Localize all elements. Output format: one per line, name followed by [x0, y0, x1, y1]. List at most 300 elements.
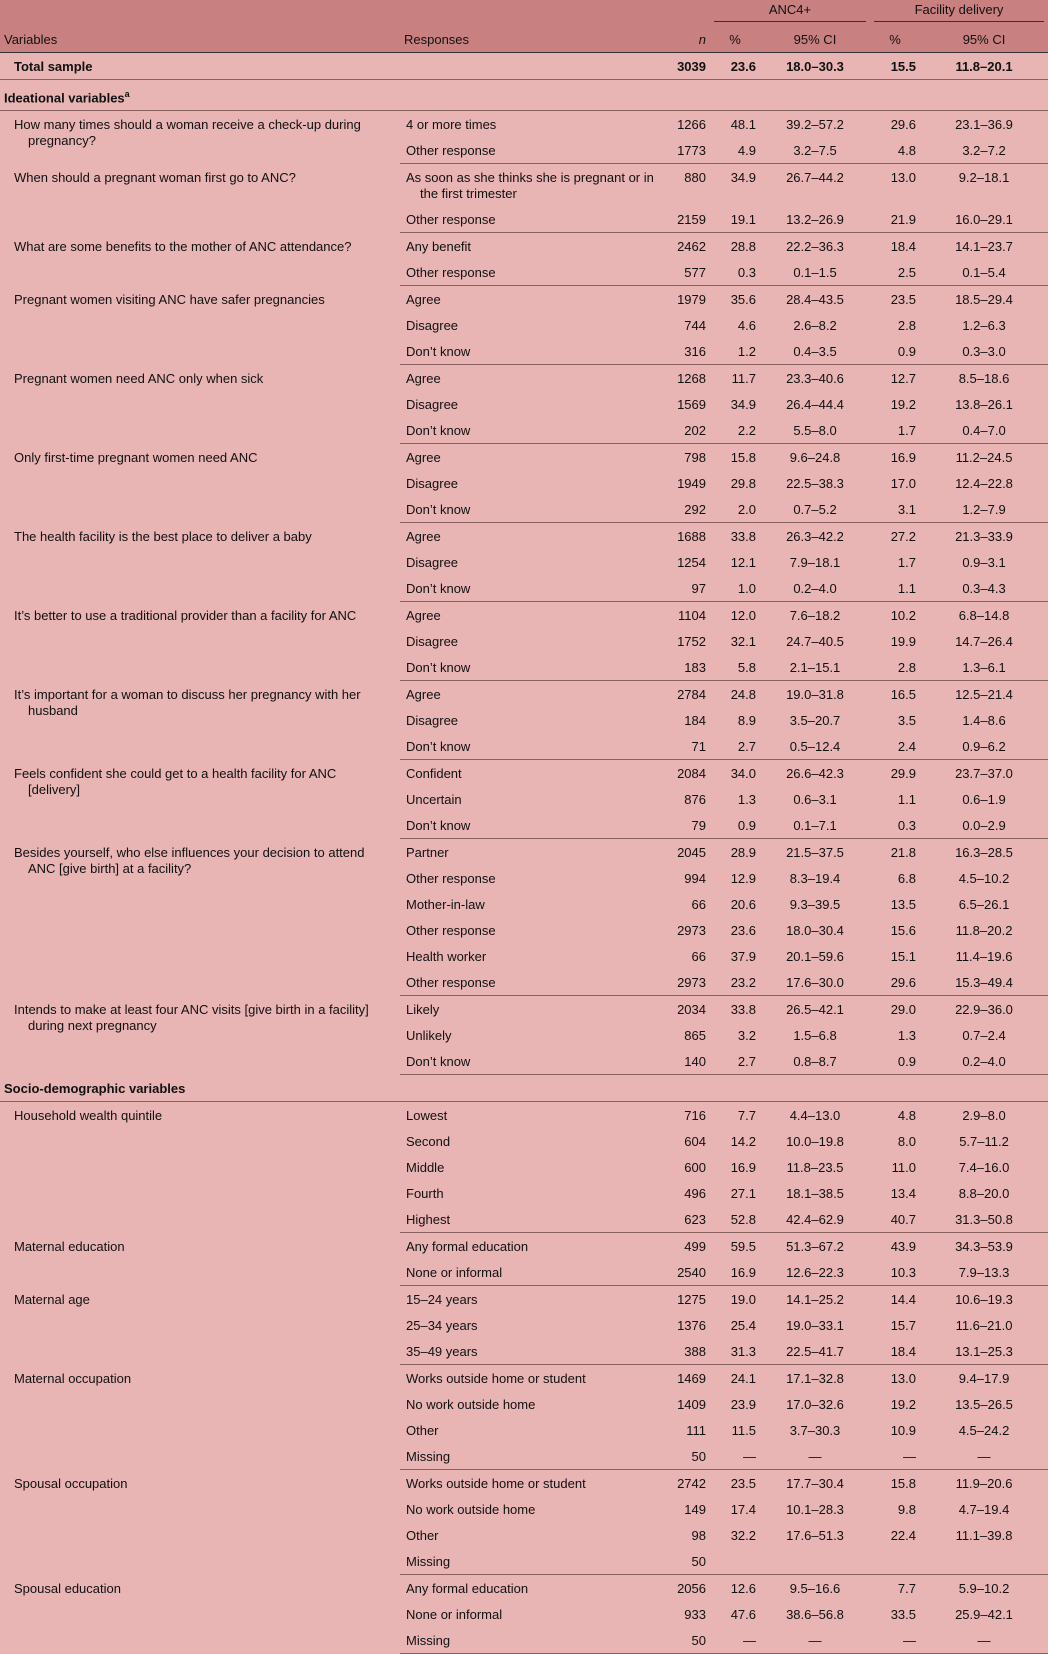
section-heading: [0, 1075, 1048, 1102]
anc-pct-cell: 34.9: [730, 170, 756, 186]
n-cell: 2034: [677, 1002, 706, 1018]
table-row: [0, 53, 1048, 80]
anc-pct-cell: 3.2: [737, 1028, 756, 1044]
anc-ci-cell: [760, 1548, 870, 1575]
response-cell: Highest: [400, 1206, 660, 1233]
n-cell: 66: [691, 897, 706, 913]
fac-ci-cell: 0.3–3.0: [920, 338, 1048, 365]
anc-pct-cell: 35.6: [730, 292, 756, 308]
anc-pct-cell: 28.8: [730, 239, 756, 255]
table-row: [0, 1575, 1048, 1602]
header-row-groups: [0, 0, 1048, 22]
header-responses: Responses: [400, 22, 660, 53]
response-cell: Health worker: [406, 949, 487, 965]
anc-pct-cell: 2.0: [710, 496, 760, 523]
fac-pct-cell: 15.7: [890, 1318, 916, 1334]
response-cell: Mother-in-law: [406, 897, 485, 913]
n-cell: 499: [684, 1239, 706, 1255]
n-cell: 933: [684, 1607, 706, 1623]
header-anc-pct: %: [710, 22, 760, 53]
fac-pct-cell: 13.0: [890, 170, 916, 186]
anc-pct-cell: 15.8: [730, 450, 756, 466]
anc-pct-cell: 23.9: [730, 1397, 756, 1413]
anc-ci-cell: 0.5–12.4: [760, 733, 870, 760]
n-cell: 71: [660, 733, 710, 760]
anc-ci-cell: 17.0–32.6: [786, 1397, 844, 1413]
response-cell: 25–34 years: [406, 1318, 478, 1334]
response-cell: Works outside home or student: [406, 1476, 586, 1492]
fac-pct-cell: 2.4: [870, 733, 920, 760]
table-row: [0, 1102, 1048, 1129]
response-cell: Other response: [400, 206, 660, 233]
response-cell: Confident: [406, 766, 462, 782]
anc-ci-cell: 21.5–37.5: [786, 845, 844, 861]
n-cell: 1268: [677, 371, 706, 387]
anc-ci-cell: 0.4–3.5: [760, 338, 870, 365]
fac-ci-cell: 11.4–19.6: [955, 949, 1013, 965]
fac-ci-cell: 23.1–36.9: [955, 117, 1013, 133]
fac-ci-cell: 13.8–26.1: [955, 397, 1013, 413]
anc-ci-cell: 51.3–67.2: [786, 1239, 844, 1255]
n-cell: 1569: [677, 397, 706, 413]
section-title: Socio-demographic variables: [4, 1081, 186, 1097]
fac-pct-cell: 13.0: [890, 1371, 916, 1387]
fac-ci-cell: 13.5–26.5: [955, 1397, 1013, 1413]
response-cell: Don’t know: [400, 812, 660, 839]
response-cell: Other response: [400, 259, 660, 286]
fac-ci-cell: 22.9–36.0: [955, 1002, 1013, 1018]
variable-cell: Maternal occupation: [14, 1370, 132, 1386]
fac-pct-cell: 2.5: [870, 259, 920, 286]
anc-pct-cell: 2.7: [710, 1048, 760, 1075]
anc-ci-cell: 3.7–30.3: [789, 1423, 841, 1439]
n-cell: 2742: [677, 1476, 706, 1492]
response-cell: Agree: [406, 529, 441, 545]
variable-cell: It’s important for a woman to discuss her pregnancy with her husband: [14, 686, 361, 718]
fac-ci-cell: 4.5–10.2: [958, 871, 1010, 887]
response-cell: Missing: [400, 1443, 660, 1470]
n-cell: 2973: [677, 923, 706, 939]
variable-cell: What are some benefits to the mother of ANC attendance?: [14, 238, 352, 254]
anc-pct-cell: 1.0: [710, 575, 760, 602]
n-cell: 2784: [677, 687, 706, 703]
anc-ci-cell: 17.6–30.0: [760, 969, 870, 996]
fac-ci-cell: 25.9–42.1: [955, 1607, 1013, 1623]
table-row: [0, 1233, 1048, 1260]
response-cell: Disagree: [406, 713, 459, 729]
response-cell: As soon as she thinks she is pregnant or in the first trimester: [406, 170, 654, 202]
fac-ci-cell: 2.9–8.0: [962, 1108, 1006, 1124]
table-row: [0, 1286, 1048, 1313]
fac-pct-cell: 18.4: [890, 239, 916, 255]
fac-pct-cell: 23.5: [890, 292, 916, 308]
header-fac-ci: 95% CI: [920, 22, 1048, 53]
fac-ci-cell: 4.5–24.2: [958, 1423, 1010, 1439]
n-cell: 865: [684, 1028, 706, 1044]
fac-pct-cell: 15.6: [890, 923, 916, 939]
fac-ci-cell: 7.9–13.3: [920, 1259, 1048, 1286]
anc-pct-cell: 48.1: [730, 117, 756, 133]
anc-ci-cell: 14.1–25.2: [786, 1292, 844, 1308]
response-cell: 15–24 years: [406, 1292, 478, 1308]
table-row: [0, 760, 1048, 787]
anc-pct-cell: 37.9: [730, 949, 756, 965]
fac-pct-cell: 40.7: [870, 1206, 920, 1233]
variable-cell: Maternal education: [14, 1238, 125, 1254]
anc-ci-cell: 9.5–16.6: [789, 1581, 841, 1597]
fac-ci-cell: —: [920, 1627, 1048, 1654]
variable-cell: Spousal occupation: [14, 1475, 128, 1491]
anc-pct-cell: 1.2: [710, 338, 760, 365]
variable-cell: Feels confident she could get to a health facility for ANC [delivery]: [14, 765, 337, 797]
fac-ci-cell: 12.5–21.4: [955, 687, 1013, 703]
anc-pct-cell: —: [710, 1443, 760, 1470]
n-cell: 50: [660, 1627, 710, 1654]
fac-pct-cell: 14.4: [890, 1292, 916, 1308]
anc-ci-cell: 28.4–43.5: [786, 292, 844, 308]
response-cell: Don’t know: [400, 733, 660, 760]
variable-cell: The health facility is the best place to deliver a baby: [14, 528, 312, 544]
table-row: [0, 1470, 1048, 1497]
table-row: [0, 111, 1048, 138]
anc-ci-cell: 19.0–31.8: [786, 687, 844, 703]
anc-ci-cell: 2.1–15.1: [760, 654, 870, 681]
fac-ci-cell: 6.5–26.1: [958, 897, 1010, 913]
anc-ci-cell: 4.4–13.0: [789, 1108, 841, 1124]
n-cell: 2056: [677, 1581, 706, 1597]
anc-ci-cell: 22.5–41.7: [760, 1338, 870, 1365]
anc-ci-cell: 26.3–42.2: [786, 529, 844, 545]
anc-ci-cell: 23.3–40.6: [786, 371, 844, 387]
anc-pct-cell: 25.4: [730, 1318, 756, 1334]
n-cell: 880: [684, 170, 706, 186]
fac-ci-cell: 14.7–26.4: [955, 634, 1013, 650]
fac-ci-cell: 0.4–7.0: [920, 417, 1048, 444]
anc-ci-cell: 12.6–22.3: [760, 1259, 870, 1286]
table-body: [0, 53, 1048, 1654]
n-cell: 66: [691, 949, 706, 965]
anc-pct-cell: 19.0: [730, 1292, 756, 1308]
variable-cell: Household wealth quintile: [14, 1108, 163, 1124]
anc-pct-cell: 32.2: [730, 1528, 756, 1544]
response-cell: Don’t know: [400, 654, 660, 681]
response-cell: Any benefit: [406, 239, 472, 255]
anc-ci-cell: —: [760, 1443, 870, 1470]
fac-pct-cell: 10.2: [890, 608, 916, 624]
variable-cell: Pregnant women need ANC only when sick: [14, 370, 264, 386]
fac-ci-cell: 1.2–7.9: [920, 496, 1048, 523]
n-cell: 604: [684, 1134, 706, 1150]
n-cell: 716: [684, 1108, 706, 1124]
n-cell: 744: [684, 318, 706, 334]
n-cell: 876: [684, 792, 706, 808]
anc-ci-cell: 9.6–24.8: [789, 450, 841, 466]
n-cell: 1469: [677, 1371, 706, 1387]
response-cell: Disagree: [406, 397, 459, 413]
response-cell: Partner: [406, 845, 449, 861]
fac-pct-cell: 21.8: [890, 845, 916, 861]
fac-ci-cell: 0.3–4.3: [920, 575, 1048, 602]
fac-ci-cell: 0.2–4.0: [920, 1048, 1048, 1075]
n-cell: 1104: [678, 608, 706, 624]
fac-pct-cell: 3.5: [897, 713, 916, 729]
fac-ci-cell: 34.3–53.9: [955, 1239, 1013, 1255]
variable-cell: Pregnant women visiting ANC have safer pregnancies: [14, 291, 325, 307]
header-row-columns: [0, 22, 1048, 53]
fac-ci-cell: 16.3–28.5: [955, 845, 1013, 861]
table-row: [0, 233, 1048, 260]
fac-ci-cell: —: [920, 1443, 1048, 1470]
anc-ci-cell: 10.1–28.3: [786, 1502, 844, 1518]
anc-pct-cell: —: [710, 1627, 760, 1654]
fac-ci-cell: 16.0–29.1: [920, 206, 1048, 233]
fac-ci-cell: 11.8–20.1: [920, 53, 1048, 80]
response-cell: Don’t know: [400, 496, 660, 523]
section-heading: [0, 80, 1048, 111]
anc-ci-cell: 1.5–6.8: [793, 1028, 837, 1044]
table-row: [0, 80, 1048, 111]
n-cell: 1979: [677, 292, 706, 308]
anc-ci-cell: 24.7–40.5: [786, 634, 844, 650]
anc-ci-cell: 10.0–19.8: [786, 1134, 844, 1150]
fac-pct-cell: 29.9: [890, 766, 916, 782]
anc-pct-cell: 24.8: [730, 687, 756, 703]
n-cell: 97: [660, 575, 710, 602]
anc-ci-cell: 8.3–19.4: [789, 871, 841, 887]
anc-ci-cell: 0.6–3.1: [793, 792, 837, 808]
anc-pct-cell: 29.8: [730, 476, 756, 492]
fac-pct-cell: 18.4: [870, 1338, 920, 1365]
table-row: [0, 1075, 1048, 1102]
fac-ci-cell: 0.9–6.2: [920, 733, 1048, 760]
anc-ci-cell: 17.7–30.4: [786, 1476, 844, 1492]
n-cell: 111: [686, 1423, 706, 1439]
n-cell: 1376: [677, 1318, 706, 1334]
response-cell: Other response: [406, 871, 496, 887]
anc-pct-cell: 12.1: [730, 555, 756, 571]
fac-pct-cell: 21.9: [870, 206, 920, 233]
fac-pct-cell: 2.8: [870, 654, 920, 681]
anc-pct-cell: 12.9: [730, 871, 756, 887]
fac-pct-cell: 22.4: [890, 1528, 916, 1544]
fac-ci-cell: 0.0–2.9: [920, 812, 1048, 839]
fac-pct-cell: 8.0: [897, 1134, 916, 1150]
n-cell: 292: [660, 496, 710, 523]
anc-pct-cell: 12.6: [730, 1581, 756, 1597]
anc-pct-cell: 12.0: [730, 608, 756, 624]
fac-ci-cell: 11.2–24.5: [955, 450, 1013, 466]
response-cell: Agree: [406, 371, 441, 387]
anc-pct-cell: 33.8: [730, 1002, 756, 1018]
response-cell: Any formal education: [406, 1581, 529, 1597]
fac-pct-cell: 27.2: [890, 529, 916, 545]
fac-pct-cell: 0.9: [870, 1048, 920, 1075]
anc-pct-cell: 4.6: [737, 318, 756, 334]
table-row: [0, 444, 1048, 471]
variable-cell: Maternal age: [14, 1291, 90, 1307]
response-cell: Disagree: [406, 555, 459, 571]
fac-ci-cell: 14.1–23.7: [955, 239, 1013, 255]
n-cell: 2462: [677, 239, 706, 255]
anc-ci-cell: 19.0–33.1: [786, 1318, 844, 1334]
fac-ci-cell: 5.9–10.2: [958, 1581, 1010, 1597]
n-cell: 623: [660, 1206, 710, 1233]
anc-ci-cell: 0.1–1.5: [760, 259, 870, 286]
anc-ci-cell: 7.6–18.2: [789, 608, 841, 624]
fac-pct-cell: —: [870, 1627, 920, 1654]
fac-pct-cell: 29.6: [890, 117, 916, 133]
section-title: Ideational variables: [4, 90, 125, 106]
fac-pct-cell: 1.7: [870, 417, 920, 444]
fac-pct-cell: 19.9: [890, 634, 916, 650]
fac-pct-cell: 11.0: [891, 1160, 916, 1176]
variable-cell: When should a pregnant woman first go to ANC?: [14, 169, 296, 185]
table-row: [0, 1365, 1048, 1392]
response-cell: Any formal education: [406, 1239, 529, 1255]
anc-ci-cell: 42.4–62.9: [760, 1206, 870, 1233]
n-cell: 1409: [677, 1397, 706, 1413]
fac-pct-cell: 7.7: [897, 1581, 916, 1597]
response-cell: Works outside home or student: [406, 1371, 586, 1387]
fac-ci-cell: 21.3–33.9: [955, 529, 1013, 545]
table-row: [0, 365, 1048, 392]
n-cell: 316: [660, 338, 710, 365]
response-cell: Disagree: [406, 476, 459, 492]
anc-ci-cell: —: [760, 1627, 870, 1654]
fac-pct-cell: 13.5: [890, 897, 916, 913]
n-cell: 600: [684, 1160, 706, 1176]
fac-pct-cell: 9.8: [897, 1502, 916, 1518]
n-cell: 2540: [660, 1259, 710, 1286]
header-n: n: [660, 22, 710, 53]
response-cell: Disagree: [406, 318, 459, 334]
response-cell: Disagree: [406, 634, 459, 650]
n-cell: 2084: [677, 766, 706, 782]
fac-ci-cell: 9.4–17.9: [958, 1371, 1010, 1387]
response-cell: Middle: [406, 1160, 445, 1176]
header-anc4: ANC4+: [710, 0, 870, 22]
table-row: [0, 164, 1048, 207]
fac-ci-cell: 13.1–25.3: [920, 1338, 1048, 1365]
n-cell: 149: [684, 1502, 706, 1518]
fac-pct-cell: 15.1: [890, 949, 916, 965]
variable-cell: It’s better to use a traditional provider than a facility for ANC: [14, 607, 357, 623]
response-cell: Fourth: [406, 1186, 444, 1202]
fac-pct-cell: —: [870, 1443, 920, 1470]
fac-pct-cell: 15.5: [870, 53, 920, 80]
response-cell: None or informal: [406, 1607, 503, 1623]
response-cell: Missing: [400, 1548, 660, 1575]
fac-pct-cell: 10.3: [870, 1259, 920, 1286]
table-row: [0, 996, 1048, 1023]
response-cell: No work outside home: [406, 1502, 536, 1518]
n-cell: 3039: [660, 53, 710, 80]
response-cell: Don’t know: [400, 338, 660, 365]
response-cell: 35–49 years: [400, 1338, 660, 1365]
anc-ci-cell: 26.5–42.1: [786, 1002, 844, 1018]
fac-ci-cell: 8.8–20.0: [958, 1186, 1010, 1202]
fac-ci-cell: 10.6–19.3: [955, 1292, 1013, 1308]
n-cell: 1266: [677, 117, 706, 133]
anc-ci-cell: 9.3–39.5: [789, 897, 841, 913]
variable-cell: Total sample: [0, 53, 400, 80]
response-cell: Other: [406, 1423, 439, 1439]
anc-ci-cell: 11.8–23.5: [786, 1160, 844, 1176]
n-cell: 1275: [677, 1292, 706, 1308]
table-row: [0, 839, 1048, 866]
n-cell: 388: [660, 1338, 710, 1365]
variable-cell: Besides yourself, who else influences your decision to attend ANC [give birth] at a facility?: [14, 844, 365, 876]
fac-pct-cell: 10.9: [890, 1423, 916, 1439]
anc-pct-cell: 16.9: [730, 1160, 756, 1176]
anc-ci-cell: 2.6–8.2: [793, 318, 837, 334]
anc-pct-cell: 23.2: [710, 969, 760, 996]
anc-ci-cell: 17.1–32.8: [786, 1371, 844, 1387]
fac-ci-cell: 1.4–8.6: [962, 713, 1006, 729]
response-cell: None or informal: [400, 1259, 660, 1286]
anc-ci-cell: 17.6–51.3: [786, 1528, 844, 1544]
anc-pct-cell: 34.0: [730, 766, 756, 782]
anc-ci-cell: 3.5–20.7: [789, 713, 841, 729]
anc-ci-cell: 13.2–26.9: [760, 206, 870, 233]
footnote-marker: a: [124, 89, 130, 99]
anc-pct-cell: 28.9: [730, 845, 756, 861]
anc-ci-cell: 0.2–4.0: [760, 575, 870, 602]
n-cell: 2973: [660, 969, 710, 996]
variable-cell: Intends to make at least four ANC visits [give birth in a facility] during next pregnancy: [14, 1001, 369, 1033]
n-cell: 798: [684, 450, 706, 466]
anc-pct-cell: 4.9: [710, 137, 760, 164]
fac-pct-cell: 1.7: [897, 555, 916, 571]
anc-pct-cell: 17.4: [730, 1502, 756, 1518]
header-anc-ci: 95% CI: [760, 22, 870, 53]
response-cell: Other response: [400, 137, 660, 164]
response-cell: Agree: [406, 292, 441, 308]
response-cell: Second: [406, 1134, 451, 1150]
anc-pct-cell: 23.5: [730, 1476, 756, 1492]
fac-pct-cell: 4.8: [870, 137, 920, 164]
n-cell: 1949: [677, 476, 706, 492]
fac-ci-cell: 7.4–16.0: [958, 1160, 1010, 1176]
anc-pct-cell: 1.3: [737, 792, 756, 808]
fac-ci-cell: 9.2–18.1: [958, 170, 1010, 186]
fac-pct-cell: 29.6: [870, 969, 920, 996]
fac-pct-cell: 2.8: [897, 318, 916, 334]
header-fac-pct: %: [870, 22, 920, 53]
anc-pct-cell: 32.1: [730, 634, 756, 650]
response-cell: Don’t know: [400, 575, 660, 602]
fac-pct-cell: 4.8: [897, 1108, 916, 1124]
fac-ci-cell: 11.1–39.8: [955, 1528, 1013, 1544]
response-cell: Unlikely: [406, 1028, 452, 1044]
anc-pct-cell: 2.2: [710, 417, 760, 444]
response-cell: Other response: [400, 969, 660, 996]
fac-pct-cell: 0.3: [870, 812, 920, 839]
fac-ci-cell: 1.3–6.1: [920, 654, 1048, 681]
variable-cell: Only first-time pregnant women need ANC: [14, 449, 258, 465]
response-cell: Don’t know: [400, 1048, 660, 1075]
anc-pct-cell: [710, 1548, 760, 1575]
anc-ci-cell: 3.2–7.5: [760, 137, 870, 164]
anc-ci-cell: 26.4–44.4: [786, 397, 844, 413]
fac-ci-cell: [920, 1548, 1048, 1575]
fac-pct-cell: 15.8: [890, 1476, 916, 1492]
anc-ci-cell: 22.2–36.3: [786, 239, 844, 255]
anc-pct-cell: 47.6: [730, 1607, 756, 1623]
response-cell: Agree: [406, 450, 441, 466]
anc-pct-cell: 27.1: [730, 1186, 756, 1202]
fac-pct-cell: [870, 1548, 920, 1575]
